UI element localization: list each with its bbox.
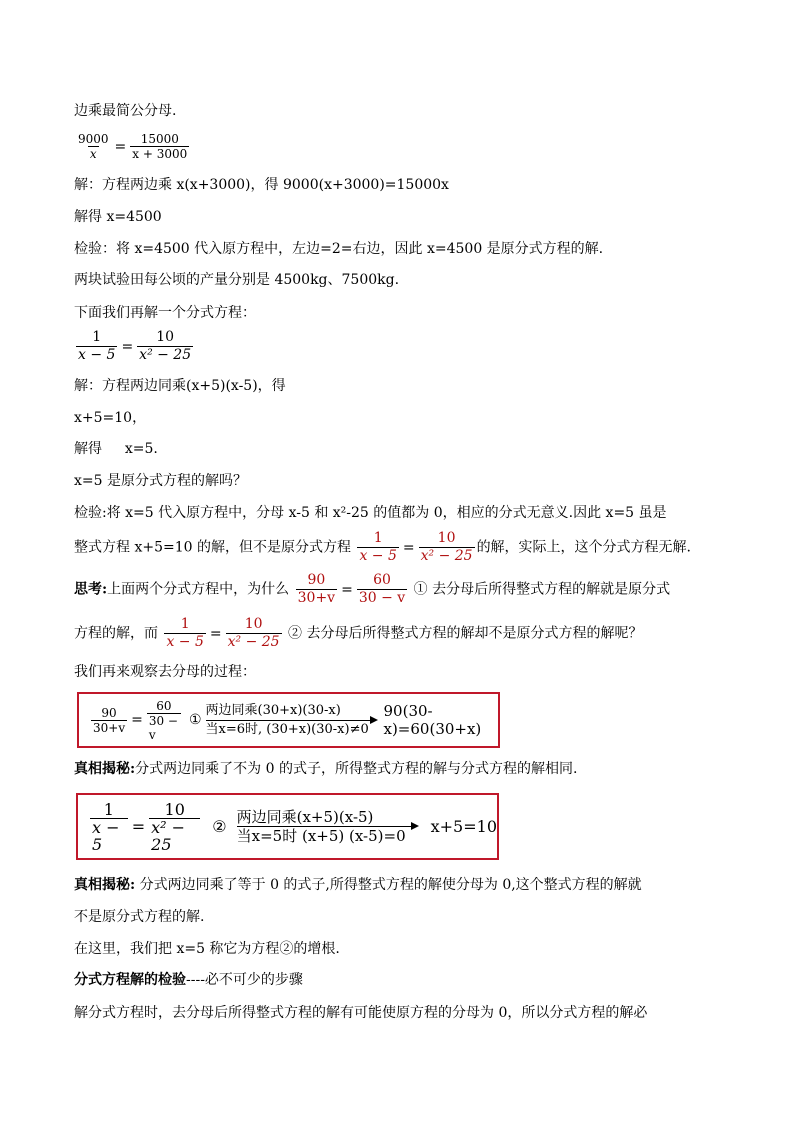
- fraction: [76, 329, 117, 364]
- text-line: 边乘最简公分母.: [74, 103, 177, 119]
- fraction: [226, 616, 282, 651]
- section-label: 分式方程解的检验: [74, 972, 186, 988]
- equation-1: [74, 132, 191, 161]
- denominator: x − 5: [78, 347, 116, 363]
- numerator: 10: [244, 616, 263, 632]
- text-line: 解得 x=5.: [74, 441, 158, 457]
- fraction: [357, 530, 398, 565]
- text-line: [74, 572, 670, 607]
- denominator: 30+v: [93, 720, 126, 735]
- numerator: 1: [373, 530, 383, 546]
- numerator: 9000: [78, 132, 109, 146]
- text-line: x+5=10，: [74, 410, 147, 426]
- equals-sign: =: [341, 581, 353, 598]
- text-line: x=5 是原分式方程的解吗？: [74, 473, 247, 489]
- denominator: x − 5: [90, 818, 128, 853]
- text-line: [74, 970, 303, 990]
- fraction: [90, 801, 128, 853]
- denominator: 30 − v: [358, 590, 406, 606]
- result-expression: x+5=10: [430, 817, 497, 836]
- denominator: 30 − v: [147, 713, 181, 742]
- fraction: [91, 706, 127, 735]
- fraction: [137, 329, 193, 364]
- fraction: [296, 572, 337, 607]
- text-segment: 分式两边同乘了不为 0 的式子，所得整式方程的解与分式方程的解相同.: [135, 761, 578, 777]
- numerator: 1: [180, 616, 190, 632]
- text-line: [74, 759, 577, 779]
- arrow-bottom-text: 当x=5时 (x+5) (x-5)=0: [236, 827, 406, 845]
- think-label: 思考:: [74, 581, 108, 598]
- text-segment: 方程的解，而: [74, 625, 158, 642]
- derivation-box-1: [77, 692, 500, 748]
- fraction: [164, 616, 205, 651]
- fraction: [76, 132, 111, 161]
- numerator: 60: [156, 698, 172, 713]
- numerator: 1: [103, 799, 114, 819]
- fraction: [147, 699, 181, 742]
- text-line: 检验：将 x=4500 代入原方程中，左边=2=右边，因此 x=4500 是原分式方程的解.: [74, 241, 604, 257]
- numerator: 10: [156, 329, 175, 345]
- arrow-icon: [237, 826, 417, 827]
- fraction: [130, 132, 189, 161]
- text-line: [74, 616, 642, 651]
- result-expression: 90(30-x)=60(30+x): [383, 702, 482, 738]
- text-segment: 整式方程 x+5=10 的解，但不是原分式方程: [74, 539, 351, 556]
- text-line: 两块试验田每公顷的产量分别是 4500kg、7500kg.: [74, 272, 400, 288]
- numerator: 60: [373, 572, 391, 588]
- denominator: x − 5: [166, 634, 204, 650]
- arrow-top-text: 两边同乘(x+5)(x-5): [236, 808, 374, 826]
- fraction: [419, 530, 475, 565]
- denominator: x − 5: [359, 548, 397, 564]
- text-line: 解：方程两边同乘(x+5)(x-5)，得: [74, 378, 286, 394]
- text-line: 解：方程两边乘 x(x+3000)，得 9000(x+3000)=15000x: [74, 177, 449, 193]
- denominator: x² − 25: [420, 548, 473, 564]
- text-line: 下面我们再解一个分式方程：: [74, 305, 256, 321]
- arrow-bottom-text: 当x=6时, (30+x)(30-x)≠0: [205, 721, 369, 737]
- equals-sign: =: [114, 138, 127, 155]
- equals-sign: =: [209, 625, 222, 642]
- numerator: 1: [92, 329, 102, 345]
- equals-sign: =: [121, 338, 134, 355]
- fraction: [149, 801, 200, 853]
- text-line: 在这里，我们把 x=5 称它为方程②的增根.: [74, 941, 340, 957]
- arrow-icon: [206, 720, 376, 721]
- numerator: 90: [101, 705, 117, 720]
- text-line: 检验:将 x=5 代入原方程中，分母 x-5 和 x²-25 的值都为 0，相应的分式无意义.因此 x=5 虽是: [74, 505, 667, 521]
- numerator: 90: [307, 572, 326, 588]
- denominator: x: [89, 147, 97, 161]
- text-segment: 的解，实际上，这个分式方程无解.: [476, 539, 692, 556]
- numerator: 10: [164, 799, 185, 819]
- denominator: x² − 25: [227, 634, 280, 650]
- denominator: x + 3000: [132, 147, 188, 161]
- text-segment: ----必不可少的步骤: [186, 972, 303, 988]
- denominator: x² − 25: [139, 347, 192, 363]
- text-segment: ① 去分母后所得整式方程的解就是原分式: [409, 581, 671, 598]
- equals-sign: =: [402, 539, 415, 556]
- text-line: 我们再来观察去分母的过程：: [74, 664, 256, 680]
- arrow-annotation: [206, 703, 376, 738]
- derivation-box-2: [76, 793, 499, 860]
- text-line: 解得 x=4500: [74, 209, 162, 225]
- arrow-annotation: [237, 809, 417, 844]
- denominator: 30+v: [297, 590, 336, 606]
- text-segment: ② 去分母后所得整式方程的解却不是原分式方程的解呢？: [283, 625, 643, 642]
- numerator: 15000: [140, 132, 179, 146]
- text-line: [74, 530, 691, 565]
- fraction: [357, 572, 407, 607]
- numerator: 10: [437, 530, 456, 546]
- text-segment: 分式两边同乘了等于 0 的式子,所得整式方程的解使分母为 0,这个整式方程的解就: [135, 877, 642, 893]
- text-segment: 上面两个分式方程中，为什么: [107, 581, 290, 598]
- circle-number: ②: [212, 817, 227, 836]
- text-line: [74, 875, 642, 895]
- equals-sign: =: [131, 712, 143, 728]
- text-line: 不是原分式方程的解.: [74, 909, 205, 925]
- equals-sign: =: [131, 817, 146, 836]
- reveal-label: 真相揭秘:: [74, 761, 136, 777]
- text-line: 解分式方程时，去分母后所得整式方程的解有可能使原方程的分母为 0，所以分式方程的解必: [74, 1005, 648, 1021]
- denominator: x² − 25: [149, 818, 200, 853]
- circle-number: ①: [188, 712, 202, 728]
- equation-2: [74, 329, 195, 364]
- arrow-top-text: 两边同乘(30+x)(30-x): [205, 702, 341, 718]
- reveal-label: 真相揭秘:: [74, 877, 136, 893]
